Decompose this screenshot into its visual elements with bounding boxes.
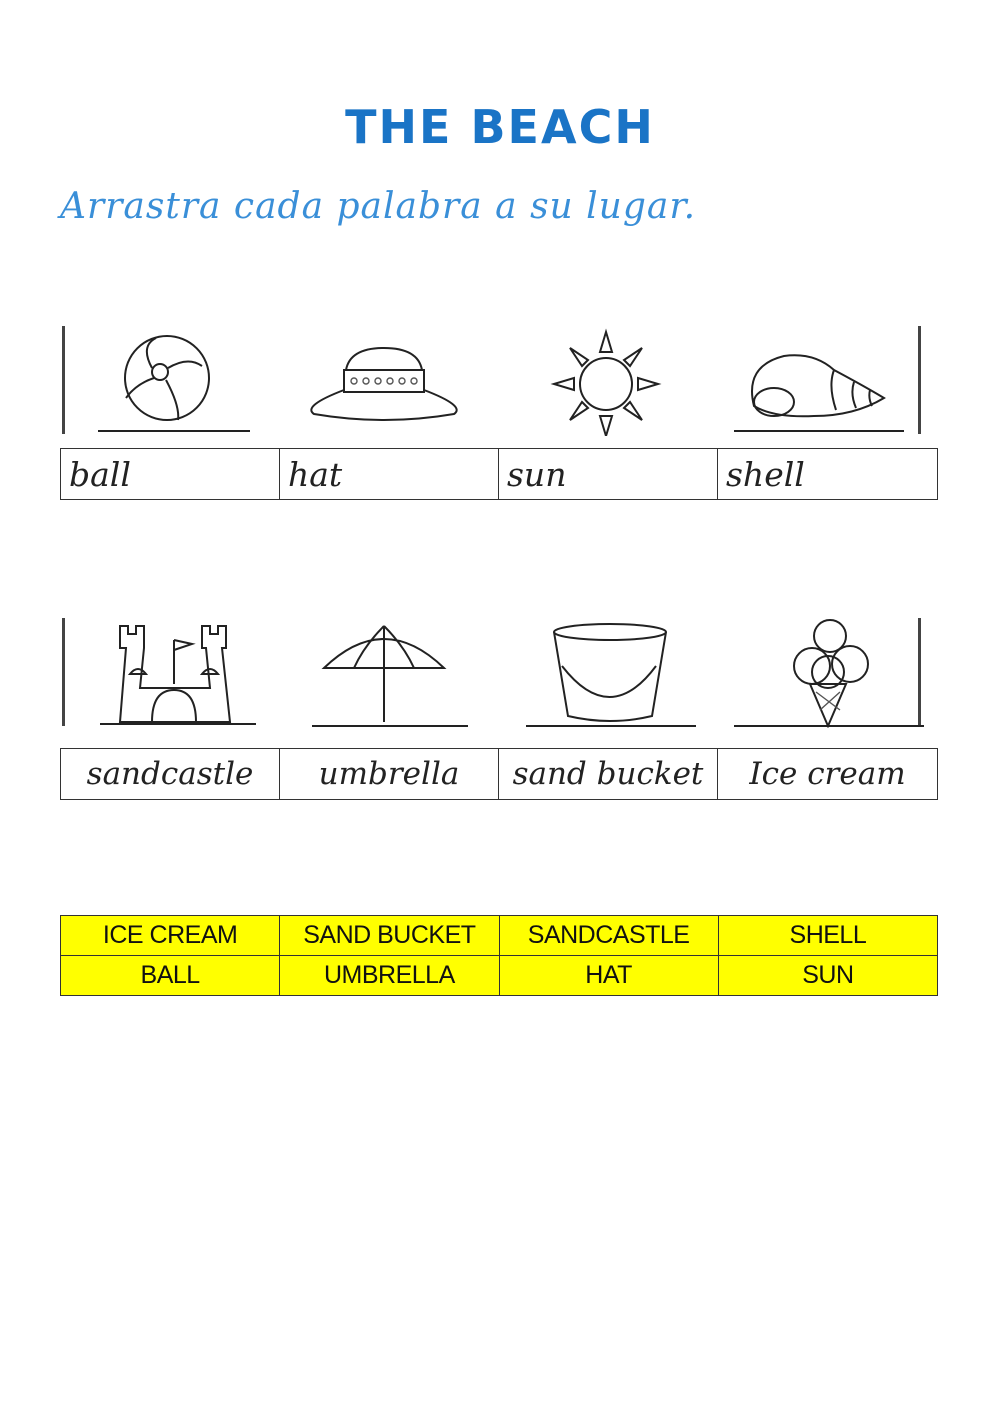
word-bank-item[interactable]: SAND BUCKET <box>280 916 499 956</box>
word-row-1 <box>60 448 938 500</box>
page-title: THE BEACH <box>345 100 655 154</box>
word-cell[interactable]: sun <box>499 449 718 499</box>
word-bank-row <box>61 916 938 956</box>
frame-left-bar <box>62 618 65 726</box>
word-bank-row <box>61 956 938 996</box>
hat-icon <box>288 326 504 436</box>
umbrella-icon <box>288 618 504 728</box>
word-cell[interactable]: ball <box>61 449 280 499</box>
picture-row-1 <box>60 326 926 436</box>
ice-cream-icon <box>724 618 940 728</box>
word-bank-item[interactable]: SHELL <box>718 916 937 956</box>
word-bank-item[interactable]: ICE CREAM <box>61 916 280 956</box>
word-cell[interactable]: sandcastle <box>61 749 280 799</box>
word-bank-item[interactable]: BALL <box>61 956 280 996</box>
word-bank-item[interactable]: HAT <box>499 956 718 996</box>
word-cell[interactable]: shell <box>726 454 805 494</box>
ball-icon <box>70 326 286 436</box>
instruction-text: Arrastra cada palabra a su lugar. <box>60 186 697 227</box>
sand-bucket-icon <box>506 618 722 728</box>
picture-row-2 <box>60 618 926 728</box>
word-cell[interactable]: sand bucket <box>499 749 718 799</box>
word-bank-item[interactable]: SUN <box>718 956 937 996</box>
sun-icon <box>506 326 722 436</box>
word-cell[interactable]: umbrella <box>280 749 499 799</box>
word-row-2 <box>60 748 938 800</box>
sandcastle-icon <box>70 618 286 728</box>
word-bank-item[interactable]: UMBRELLA <box>280 956 499 996</box>
word-bank-item[interactable]: SANDCASTLE <box>499 916 718 956</box>
frame-left-bar <box>62 326 65 434</box>
word-bank-table <box>60 915 938 996</box>
word-cell[interactable]: Ice cream <box>749 756 906 792</box>
word-cell[interactable]: hat <box>280 449 499 499</box>
shell-icon <box>724 326 940 436</box>
